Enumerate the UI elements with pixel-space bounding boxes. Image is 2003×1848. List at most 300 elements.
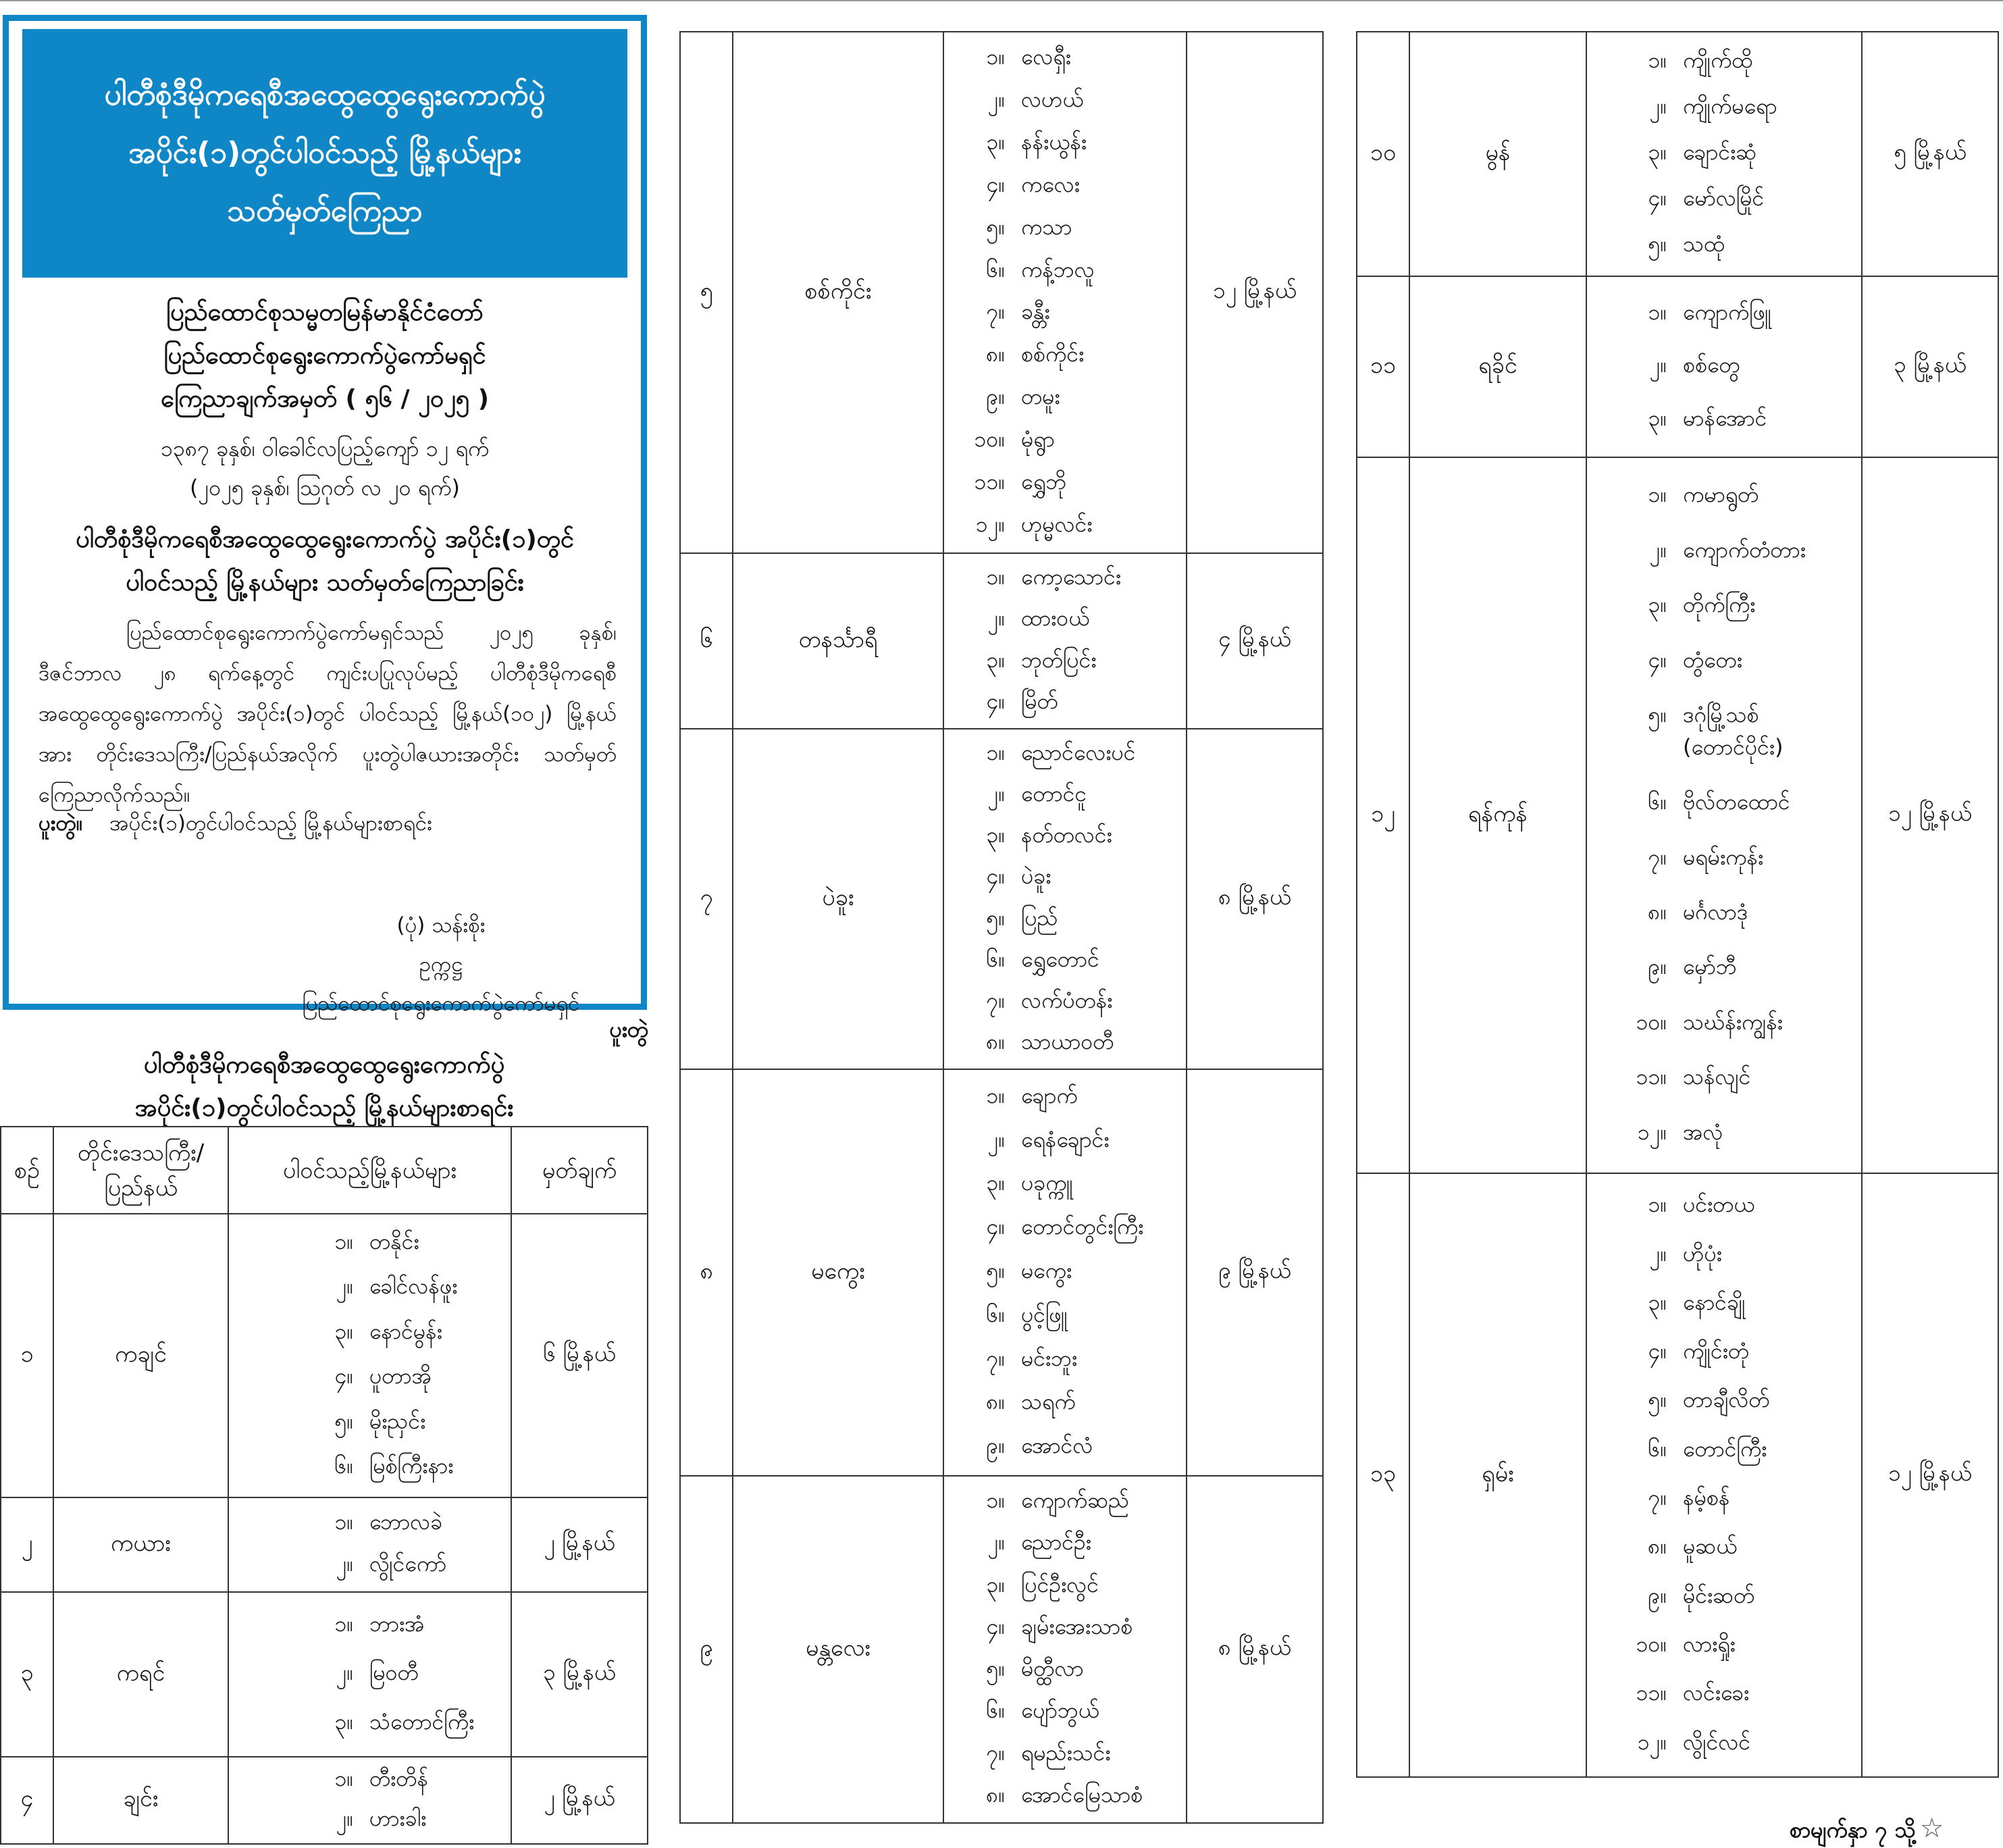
township-name: မြိတ်	[1021, 688, 1058, 714]
township-item	[248, 1764, 511, 1797]
township-item	[967, 467, 1186, 500]
township-name: မြဝတီ	[369, 1660, 419, 1685]
subject-line: ပါဝင်သည့် မြို့နယ်များ သတ်မှတ်ကြေညာခြင်း	[126, 569, 524, 596]
township-item	[248, 1658, 511, 1691]
row-region: ရန်ကုန်	[1409, 457, 1587, 1174]
township-number: ၁၂။	[1637, 1728, 1667, 1755]
township-item	[967, 1125, 1186, 1158]
subject-line: ပါတီစုံဒီမိုကရေစီအထွေထွေရွေးကောက်ပွဲ အပိုင်း(၁)တွင်	[76, 525, 574, 553]
row-number: ၁	[0, 1213, 54, 1498]
township-number: ၉။	[1648, 1582, 1667, 1608]
township-number: ၁။	[986, 740, 1005, 766]
township-name-continued: (တောင်ပိုင်း)	[1683, 734, 1784, 760]
township-number: ၄။	[1648, 185, 1667, 211]
row-region: မွန်	[1409, 31, 1587, 277]
township-name: ကော့သောင်း	[1021, 564, 1121, 590]
township-list	[943, 1475, 1187, 1824]
township-item	[967, 1212, 1186, 1245]
township-name: နမ့်စန်	[1683, 1485, 1730, 1511]
township-item	[248, 1407, 511, 1439]
attachment-label: ပူးတွဲ။	[38, 811, 83, 836]
row-number: ၄	[0, 1756, 54, 1845]
township-item	[1603, 1062, 1861, 1095]
township-name: ကလေး	[1021, 171, 1080, 197]
township-name: ဟားခါး	[369, 1805, 427, 1831]
township-name: ကျောက်ဖြူ	[1683, 299, 1772, 325]
township-number: ၇။	[986, 1345, 1005, 1371]
township-item	[248, 1452, 511, 1484]
row-region: မကွေး	[732, 1069, 944, 1477]
row-number: ၅	[679, 31, 733, 554]
township-name: မိုင်းဆတ်	[1683, 1582, 1755, 1608]
township-number: ၄။	[1648, 646, 1667, 673]
township-number: ၂။	[1649, 1240, 1667, 1266]
annex-title-line: ပါတီစုံဒီမိုကရေစီအထွေထွေရွေးကောက်ပွဲ	[143, 1051, 505, 1079]
township-item	[1603, 646, 1861, 678]
header-line: ပြည်ထောင်စုသမ္မတမြန်မာနိုင်ငံတော်	[166, 299, 484, 326]
township-item	[1603, 536, 1861, 568]
township-number: ၂။	[987, 605, 1005, 632]
township-number: ၂။	[987, 1529, 1005, 1556]
township-item	[967, 904, 1186, 936]
township-name: ဒဂုံမြို့သစ်	[1683, 701, 1759, 727]
township-number: ၆။	[986, 946, 1005, 972]
row-region: မန္တလေး	[732, 1475, 944, 1824]
annex-title	[0, 1044, 648, 1130]
township-item	[1603, 404, 1861, 436]
township-number: ၈။	[1648, 1533, 1667, 1560]
row-township-count: ၄ မြို့နယ်	[1186, 553, 1324, 729]
township-item	[967, 1169, 1186, 1201]
township-item	[1603, 1288, 1861, 1320]
township-number: ၃။	[986, 646, 1005, 673]
township-number: ၂။	[336, 1551, 353, 1576]
announcement-body: ပြည်ထောင်စုရွေးကောက်ပွဲကော်မရှင်သည် ၂၀၂၅ ခုနှစ်၊ ဒီဇင်ဘာလ ၂၈ ရက်နေ့တွင် ကျင်းပပြုလုပ်မည့် ပါတီစုံဒီမိုကရေစီ အထွေထွေရွေးကောက်ပွဲ အပိုင်း(၁)တွင် ပါဝင်သည့် မြို့နယ်(၁၀၂) မြို့နယ်အား တိုင်းဒေသကြီး/ပြည်နယ်အလိုက် ပူးတွဲပါဇယားအတိုင်း သတ်မှတ်ကြေညာလိုက်သည်။	[38, 621, 617, 807]
township-name: တမူး	[1021, 384, 1060, 410]
township-number: ၆။	[1648, 1435, 1667, 1462]
township-name: အလုံ	[1683, 1119, 1723, 1145]
township-name: တီးတိန်	[369, 1766, 428, 1792]
header-region-line: တိုင်းဒေသကြီး/	[77, 1139, 205, 1166]
township-item	[1603, 298, 1861, 330]
township-number: ၂။	[1649, 536, 1667, 563]
township-name: သာယာဝတီ	[1021, 1028, 1114, 1054]
township-item	[1603, 1435, 1861, 1467]
township-item	[967, 213, 1186, 245]
township-name: လင်းခေး	[1683, 1680, 1750, 1706]
township-number: ၆။	[986, 1697, 1005, 1724]
row-township-count: ၃ မြို့နယ်	[511, 1591, 648, 1757]
township-name: အောင်လံ	[1021, 1433, 1093, 1459]
township-item	[967, 170, 1186, 203]
township-list	[943, 553, 1187, 729]
township-number: ၅။	[986, 1257, 1005, 1283]
township-name: ကျောက်တံတား	[1683, 536, 1806, 563]
township-list	[228, 1497, 512, 1593]
row-number: ၁၁	[1356, 276, 1410, 458]
township-name: ပဲခူး	[1021, 863, 1051, 890]
township-number: ၁၀။	[1636, 1008, 1667, 1035]
row-township-count: ၃ မြို့နယ်	[1861, 276, 1999, 458]
township-name: တောင်ကြီး	[1683, 1435, 1767, 1462]
township-number: ၄။	[986, 171, 1005, 197]
township-number: ၄။	[986, 863, 1005, 890]
township-item	[967, 862, 1186, 894]
township-item	[967, 128, 1186, 160]
township-number: ၆။	[334, 1453, 353, 1479]
township-item	[1603, 952, 1861, 985]
township-name: တနိုင်း	[369, 1228, 419, 1254]
township-item	[967, 687, 1186, 719]
township-name: သရက်	[1021, 1389, 1076, 1415]
row-region: ပဲခူး	[732, 728, 944, 1070]
township-number: ၁။	[1648, 299, 1667, 325]
township-item	[248, 1708, 511, 1740]
township-number: ၄။	[334, 1363, 353, 1389]
annex-title-line: အပိုင်း(၁)တွင်ပါဝင်သည့် မြို့နယ်များစာရင်း	[134, 1094, 514, 1122]
township-number: ၂။	[987, 781, 1005, 807]
township-name: နတ်တလင်း	[1021, 822, 1112, 848]
township-item	[967, 1486, 1186, 1518]
township-name: ကျောက်ဆည်	[1021, 1487, 1130, 1514]
signatory-name: (ပုံ) သန်းစိုး	[396, 913, 486, 938]
row-region: ချင်း	[53, 1756, 229, 1845]
announcement-number: ကြေညာချက်အမှတ် ( ၅၆ / ၂၀၂၅ )	[160, 385, 490, 413]
township-number: ၁၁။	[1636, 1064, 1667, 1090]
township-number: ၃။	[986, 1571, 1005, 1597]
township-name: ညောင်ဦး	[1021, 1529, 1091, 1556]
township-name: စစ်တွေ	[1683, 352, 1740, 378]
township-name: လဟယ်	[1021, 86, 1084, 112]
township-item	[967, 945, 1186, 977]
township-item	[1603, 1118, 1861, 1150]
township-item	[967, 1027, 1186, 1060]
township-number: ၁၀။	[1636, 1631, 1667, 1657]
township-name: လေရှီး	[1021, 43, 1071, 70]
township-name: မော်လမြိုင်	[1683, 185, 1765, 211]
issuer-header	[22, 291, 627, 421]
township-name: ရွှေတောင်	[1021, 946, 1099, 972]
township-name: မူဆယ်	[1683, 1533, 1738, 1560]
township-number: ၄။	[1648, 1338, 1667, 1364]
header-line: ပြည်ထောင်စုရွေးကောက်ပွဲကော်မရှင်	[163, 342, 486, 369]
township-number: ၈။	[986, 1781, 1005, 1807]
signatory-title: ဥက္ကဋ္ဌ	[419, 952, 463, 977]
row-township-count: ၈ မြို့နယ်	[1186, 728, 1324, 1070]
township-name: နောင်မွန်း	[369, 1318, 442, 1344]
township-number: ၅။	[986, 213, 1005, 240]
township-item	[967, 738, 1186, 771]
township-name: ဘားအံ	[369, 1610, 425, 1637]
township-item	[967, 1256, 1186, 1289]
township-item	[248, 1227, 511, 1260]
continued-note	[1790, 1813, 1944, 1848]
township-item	[1603, 1483, 1861, 1516]
township-name: လားရှိုး	[1683, 1631, 1736, 1657]
township-number: ၅။	[1648, 701, 1667, 727]
township-number: ၆။	[986, 256, 1005, 282]
township-item	[967, 43, 1186, 75]
township-name: ကသာ	[1021, 213, 1072, 240]
header-region-line: ပြည်နယ်	[104, 1174, 178, 1202]
township-name: ပြင်ဦးလွင်	[1021, 1571, 1099, 1597]
township-item	[967, 1300, 1186, 1333]
township-number: ၇။	[986, 987, 1005, 1013]
township-item	[248, 1362, 511, 1394]
township-name: သဃ်န်းကျွန်း	[1683, 1008, 1783, 1035]
township-name: မာန်အောင်	[1683, 405, 1767, 431]
row-township-count: ၅ မြို့နယ်	[1861, 31, 1999, 277]
annex-tag: ပူးတွဲ	[609, 1017, 648, 1042]
township-name: ခေါင်လန်ဖူး	[369, 1273, 458, 1300]
township-name: ဟိုပုံး	[1683, 1240, 1722, 1266]
township-item	[1603, 1190, 1861, 1223]
township-name: ရွှေဘို	[1021, 469, 1067, 495]
township-number: ၇။	[986, 1739, 1005, 1766]
township-name: တောင်တွင်းကြီး	[1021, 1214, 1144, 1240]
header-no: စဉ်	[0, 1126, 54, 1214]
gregorian-date: (၂၀၂၅ ခုနှစ်၊ ဩဂုတ် လ ၂၀ ရက်)	[189, 475, 460, 500]
township-name: ကန့်ဘလူ	[1021, 256, 1095, 282]
township-item	[1603, 1239, 1861, 1272]
township-name: ခန္တီး	[1021, 299, 1050, 325]
row-region: ရှမ်း	[1409, 1173, 1587, 1778]
township-number: ၁၂။	[975, 511, 1005, 538]
township-item	[967, 340, 1186, 372]
row-township-count: ၈ မြို့နယ်	[1186, 1475, 1324, 1824]
township-name: တောင်ငူ	[1021, 781, 1087, 807]
township-name: ရမည်းသင်း	[1021, 1739, 1111, 1766]
township-item	[1603, 92, 1861, 124]
township-item	[1603, 1337, 1861, 1369]
township-item	[248, 1508, 511, 1540]
township-item	[1603, 898, 1861, 930]
township-list	[1586, 31, 1863, 277]
township-item	[248, 1317, 511, 1350]
township-number: ၁၀။	[974, 426, 1005, 453]
row-number: ၁၃	[1356, 1173, 1410, 1778]
row-number: ၃	[0, 1591, 54, 1757]
township-item	[967, 1780, 1186, 1813]
township-number: ၆။	[1648, 789, 1667, 815]
township-number: ၈။	[986, 1028, 1005, 1054]
township-item	[1603, 351, 1861, 383]
township-number: ၃။	[1648, 592, 1667, 618]
township-name: မုံရွာ	[1021, 426, 1055, 453]
row-region: ကယား	[53, 1497, 229, 1593]
township-number: ၉။	[986, 384, 1005, 410]
township-name: ချမ်းအေးသာစံ	[1021, 1613, 1133, 1639]
township-name: သန်လျင်	[1683, 1064, 1751, 1090]
township-name: ကျိုင်းတုံ	[1683, 1338, 1749, 1364]
township-name: ပွင့်ဖြူ	[1021, 1301, 1068, 1327]
township-number: ၈။	[986, 341, 1005, 367]
row-region: တနင်္သာရီ	[732, 553, 944, 729]
township-name: မြစ်ကြီးနား	[369, 1453, 454, 1479]
township-item	[967, 297, 1186, 330]
row-number: ၉	[679, 1475, 733, 1824]
township-list	[1586, 276, 1863, 458]
township-number: ၃။	[1648, 139, 1667, 165]
township-name: မင်းဘူး	[1021, 1345, 1078, 1371]
township-item	[1603, 480, 1861, 513]
township-name: နန်းယွန်း	[1021, 128, 1087, 155]
township-item	[1603, 138, 1861, 170]
township-list	[943, 1069, 1187, 1477]
township-item	[967, 646, 1186, 678]
township-item	[967, 821, 1186, 853]
township-item	[1603, 788, 1861, 820]
township-number: ၄။	[986, 688, 1005, 714]
row-number: ၁၀	[1356, 31, 1410, 277]
township-name: ဘောလခဲ	[369, 1509, 443, 1535]
township-number: ၁။	[334, 1509, 353, 1535]
row-region: ရခိုင်	[1409, 276, 1587, 458]
township-number: ၁။	[334, 1228, 353, 1254]
township-number: ၅။	[1648, 1387, 1667, 1413]
township-item	[1603, 590, 1861, 623]
township-item	[967, 1739, 1186, 1771]
township-item	[967, 1570, 1186, 1603]
township-number: ၈။	[986, 1389, 1005, 1415]
row-number: ၁၂	[1356, 457, 1410, 1174]
township-item	[967, 1528, 1186, 1560]
township-name: မှော်ဘီ	[1683, 954, 1737, 980]
township-item	[967, 1344, 1186, 1377]
township-list	[228, 1756, 512, 1845]
header-region	[53, 1126, 229, 1214]
township-number: ၇။	[986, 299, 1005, 325]
township-number: ၃။	[1648, 405, 1667, 431]
attachment-text: အပိုင်း(၁)တွင်ပါဝင်သည့် မြို့နယ်များစာရင်း	[109, 811, 432, 836]
township-number: ၂။	[336, 1660, 353, 1685]
township-number: ၂။	[336, 1805, 353, 1831]
township-number: ၃။	[334, 1708, 353, 1735]
township-name: ပျော်ဘွယ်	[1021, 1697, 1099, 1724]
township-item	[248, 1549, 511, 1582]
township-number: ၁။	[1648, 482, 1667, 508]
township-name: ဗိုလ်တထောင်	[1683, 789, 1790, 815]
row-township-count: ၁၂ မြို့နယ်	[1186, 31, 1324, 554]
township-item	[248, 1610, 511, 1642]
township-name: ပြည်	[1021, 904, 1058, 931]
continued-text: စာမျက်နှာ ၇ သို့	[1790, 1817, 1916, 1843]
township-item	[967, 1431, 1186, 1464]
township-name: မကွေး	[1021, 1257, 1072, 1283]
township-name: ဘုတ်ပြင်း	[1021, 646, 1097, 673]
township-number: ၃။	[986, 1170, 1005, 1196]
township-number: ၁။	[986, 1082, 1005, 1108]
township-name: မိတ္ထီလာ	[1021, 1656, 1084, 1682]
township-number: ၈။	[1648, 899, 1667, 925]
township-name: ထားဝယ်	[1021, 605, 1090, 632]
township-name: ညောင်လေးပင်	[1021, 740, 1136, 766]
signature-block	[252, 906, 630, 1023]
township-item	[967, 425, 1186, 457]
township-item	[967, 510, 1186, 542]
row-number: ၈	[679, 1069, 733, 1477]
township-number: ၂။	[987, 86, 1005, 112]
township-item	[967, 563, 1186, 595]
township-item	[967, 255, 1186, 288]
township-number: ၉။	[1648, 954, 1667, 980]
township-number: ၁။	[986, 1487, 1005, 1514]
row-number: ၆	[679, 553, 733, 729]
row-number: ၇	[679, 728, 733, 1070]
township-name: နောင်ချို	[1683, 1289, 1746, 1315]
township-item	[1603, 230, 1861, 262]
township-number: ၉။	[986, 1433, 1005, 1459]
township-list	[943, 728, 1187, 1070]
township-number: ၂။	[336, 1273, 353, 1300]
township-list	[1586, 457, 1863, 1174]
township-list	[228, 1213, 512, 1498]
announcement-subject	[22, 518, 627, 605]
header-remark: မှတ်ချက်	[511, 1126, 648, 1214]
township-number: ၃။	[334, 1318, 353, 1344]
announcement-box	[3, 15, 647, 1016]
township-item	[1603, 1581, 1861, 1614]
township-number: ၃။	[986, 128, 1005, 155]
township-number: ၂။	[1649, 352, 1667, 378]
township-name: တိုက်ကြီး	[1683, 592, 1756, 618]
announcement-dates	[22, 429, 627, 507]
township-number: ၄။	[986, 1214, 1005, 1240]
township-number: ၃။	[986, 822, 1005, 848]
township-number: ၁။	[334, 1766, 353, 1792]
banner-line: အပိုင်း(၁)တွင်ပါဝင်သည့် မြို့နယ်များ	[128, 136, 521, 170]
township-item	[967, 1387, 1186, 1420]
township-name: ဟုမ္မလင်း	[1021, 511, 1093, 538]
township-item	[967, 1081, 1186, 1114]
township-name: စစ်ကိုင်း	[1021, 341, 1085, 367]
township-number: ၄။	[986, 1613, 1005, 1639]
township-list	[943, 31, 1187, 554]
township-item	[1603, 1532, 1861, 1564]
township-name: လွိုင်ကော်	[369, 1551, 447, 1576]
attachment-line	[38, 810, 432, 841]
township-name: ပခုက္ကူ	[1021, 1170, 1073, 1196]
township-number: ၇။	[1648, 1485, 1667, 1511]
township-name: ပူတာအို	[369, 1363, 432, 1389]
township-name: ကမာရွတ်	[1683, 482, 1759, 508]
township-name: လက်ပံတန်း	[1021, 987, 1113, 1013]
row-township-count: ၆ မြို့နယ်	[511, 1213, 648, 1498]
township-number: ၁၁။	[1636, 1680, 1667, 1706]
row-region: ကရင်	[53, 1591, 229, 1757]
township-number: ၁။	[1648, 47, 1667, 73]
township-item	[1603, 843, 1861, 875]
township-number: ၁။	[1648, 1191, 1667, 1218]
township-item	[1603, 46, 1861, 78]
row-township-count: ၂ မြို့နယ်	[511, 1756, 648, 1845]
township-list	[228, 1591, 512, 1757]
row-township-count: ၂ မြို့နယ်	[511, 1497, 648, 1593]
township-name: တာချီလိတ်	[1683, 1387, 1770, 1413]
township-name: အောင်မြေသာစံ	[1021, 1781, 1143, 1807]
township-item	[967, 382, 1186, 415]
township-item	[967, 85, 1186, 118]
township-item	[967, 1612, 1186, 1645]
township-number: ၁၂။	[1637, 1119, 1667, 1145]
township-number: ၅။	[1648, 231, 1667, 257]
township-name: သထုံ	[1683, 231, 1725, 257]
township-name: ကျိုက်ထို	[1683, 47, 1753, 73]
banner-line: သတ်မှတ်ကြေညာ	[227, 194, 423, 228]
township-number: ၂။	[987, 1126, 1005, 1152]
township-name: ချောက်	[1021, 1082, 1078, 1108]
township-number: ၇။	[1648, 844, 1667, 870]
